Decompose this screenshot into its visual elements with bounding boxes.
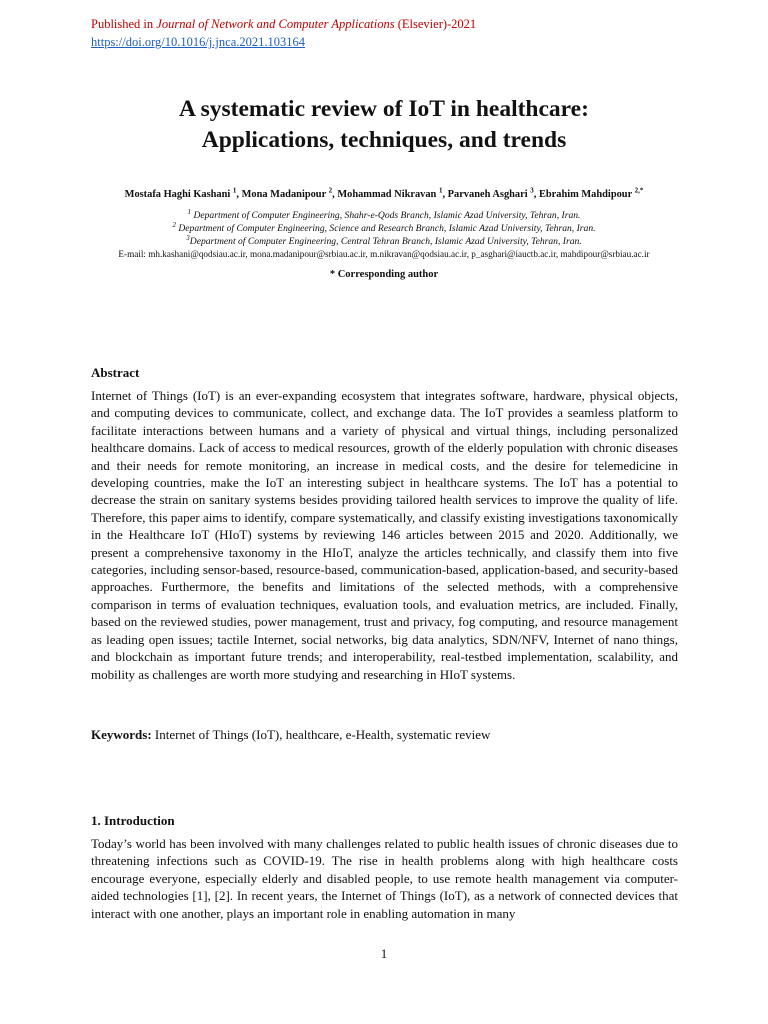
author-list: Mostafa Haghi Kashani $^1$, Mona Madanipour $^2$, Mohammad Nikravan $^1$, Parvaneh Asghari $^3$, Ebrahim Mahdipour $^{2,*}$ xyxy=(124,186,644,200)
doi-link[interactable]: https://doi.org/10.1016/j.jnca.2021.103164 xyxy=(91,35,306,49)
affiliation-mark: 1 xyxy=(187,207,192,216)
affiliation xyxy=(0,209,768,222)
title-line-1: A systematic review of IoT in healthcare: xyxy=(179,96,589,122)
author-affiliation-mark: 1 xyxy=(232,186,237,195)
keywords-label: Keywords: xyxy=(91,727,152,742)
abstract-body: Internet of Things (IoT) is an ever-expanding ecosystem that integrates software, hardware, physical objects, and computing devices to communicate, collect, and exchange data. The IoT provides a seamless platform to facilitate interactions between humans and a variety of physical and virtual things, including personalized healthcare domains. Lack of access to medical resources, growth of the elderly population with chronic diseases and their needs for remote monitoring, an increase in medical costs, and the desire for telemedicine in developing countries, make the IoT an interesting subject in healthcare systems. The IoT has a potential to decrease the strain on sanitary systems besides providing tailored health services to improve the quality of life. Therefore, this paper aims to identify, compare systematically, and classify existing investigations taxonomically in the Healthcare IoT (HIoT) systems by reviewing 146 articles between 2015 and 2020. Additionally, we present a comprehensive taxonomy in the HIoT, analyze the articles technically, and classify them into five categories, including sensor-based, resource-based, communication-based, application-based, and security-based approaches. Furthermore, the benefits and limitations of the selected methods, with a comprehensive comparison in terms of evaluation techniques, evaluation tools, and evaluation metrics, are included. Finally, based on the reviewed studies, power management, trust and privacy, fog computing, and resource management as leading open issues; tactile Internet, social networks, big data analytics, SDN/NFV, Internet of nano things, and blockchain as important future trends; and interoperability, real-testbed implementation, scalability, and mobility as challenges are worth more studying and researching in HIoT systems. xyxy=(91,388,678,682)
author-affiliation-mark: 2,* xyxy=(634,186,644,195)
affiliation xyxy=(0,222,768,235)
affiliation-text: Department of Computer Engineering, Shahr-e-Qods Branch, Islamic Azad University, Tehran, Iran. xyxy=(191,210,581,221)
publication-line xyxy=(91,15,476,33)
author-emails: E-mail: mh.kashani@qodsiau.ac.ir, mona.madanipour@srbiau.ac.ir, m.nikravan@qodsiau.ac.ir, p_asghari@iauctb.ac.ir, mahdipour@srbiau.ac.ir xyxy=(118,249,650,259)
affiliation-text: Department of Computer Engineering, Science and Research Branch, Islamic Azad University, Tehran, Iran. xyxy=(175,223,596,234)
keywords-line xyxy=(91,726,490,743)
author-name: Parvaneh Asghari xyxy=(447,189,528,200)
author-name: Ebrahim Mahdipour xyxy=(538,189,632,200)
author-affiliation-mark: 3 xyxy=(530,186,534,195)
abstract-heading: Abstract xyxy=(91,365,140,380)
introduction-heading: 1. Introduction xyxy=(91,813,175,828)
author-name: Mona Madanipour xyxy=(241,189,327,200)
author-name: Mohammad Nikravan xyxy=(337,189,437,200)
author-affiliation-mark: 1 xyxy=(438,186,443,195)
publication-info xyxy=(91,15,476,51)
affiliation-mark: 3 xyxy=(186,233,190,242)
affiliation-list xyxy=(0,209,768,248)
paper-title xyxy=(0,94,768,156)
journal-name: Journal of Network and Computer Applications xyxy=(156,17,395,31)
publication-suffix: (Elsevier)-2021 xyxy=(394,17,477,31)
title-line-2: Applications, techniques, and trends xyxy=(201,127,567,153)
publication-prefix: Published in xyxy=(91,17,157,31)
keywords-text: Internet of Things (IoT), healthcare, e-Health, systematic review xyxy=(151,727,491,742)
author-name: Mostafa Haghi Kashani xyxy=(124,189,231,200)
affiliation-mark: 2 xyxy=(172,220,176,229)
introduction-body: Today’s world has been involved with many challenges related to public health issues of chronic diseases due to threatening infections such as COVID-19. The rise in health problems along with high healthcare costs encourage everyone, especially elderly and disabled people, to use remote health management via computer-aided technologies [1], [2]. In recent years, the Internet of Things (IoT), as a network of connected devices that interact with one another, plays an important role in enabling automation in many xyxy=(91,836,678,921)
affiliation-text: Department of Computer Engineering, Central Tehran Branch, Islamic Azad University, Tehran, Iran. xyxy=(189,236,582,247)
author-affiliation-mark: 2 xyxy=(328,186,333,195)
corresponding-author-note: * Corresponding author xyxy=(329,269,439,280)
affiliation xyxy=(0,235,768,248)
page-number: 1 xyxy=(380,946,388,961)
